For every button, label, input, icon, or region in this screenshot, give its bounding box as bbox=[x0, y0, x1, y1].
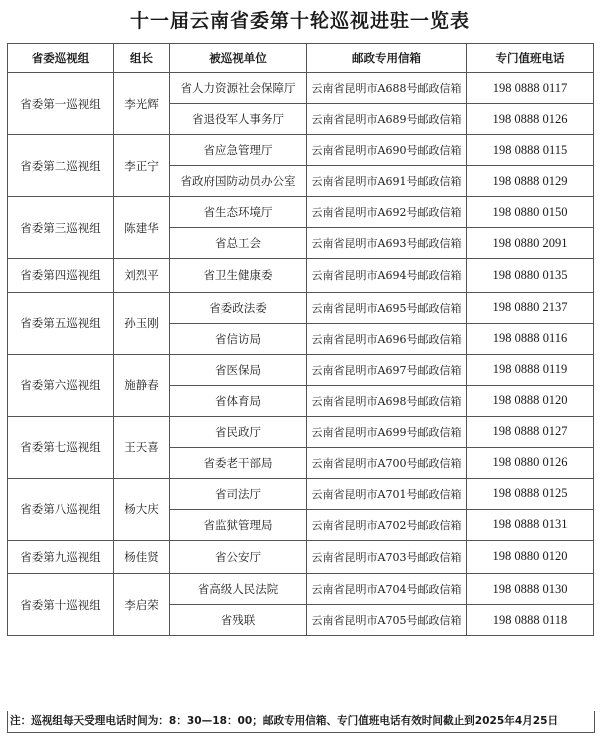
group-name-cell: 省委第七巡视组 bbox=[8, 416, 114, 478]
mailbox-cell: 云南省昆明市A705号邮政信箱 bbox=[307, 605, 467, 636]
inspection-table bbox=[7, 43, 594, 636]
group-name-cell: 省委第九巡视组 bbox=[8, 540, 114, 574]
mailbox-cell: 云南省昆明市A698号邮政信箱 bbox=[307, 385, 467, 416]
header-group: 省委巡视组 bbox=[8, 44, 114, 73]
leader-cell: 杨佳贤 bbox=[114, 540, 170, 574]
table-row bbox=[8, 73, 594, 104]
phone-cell: 198 0888 0130 bbox=[467, 574, 594, 605]
leader-cell: 李启荣 bbox=[114, 574, 170, 636]
phone-cell: 198 0880 0135 bbox=[467, 259, 594, 293]
phone-cell: 198 0880 0126 bbox=[467, 447, 594, 478]
table-row bbox=[8, 416, 594, 447]
phone-cell: 198 0880 2091 bbox=[467, 228, 594, 259]
header-unit: 被巡视单位 bbox=[170, 44, 307, 73]
header-phone: 专门值班电话 bbox=[467, 44, 594, 73]
unit-cell: 省高级人民法院 bbox=[170, 574, 307, 605]
mailbox-cell: 云南省昆明市A701号邮政信箱 bbox=[307, 478, 467, 509]
unit-cell: 省司法厅 bbox=[170, 478, 307, 509]
phone-cell: 198 0888 0131 bbox=[467, 509, 594, 540]
leader-cell: 王天喜 bbox=[114, 416, 170, 478]
page-title: 十一届云南省委第十轮巡视进驻一览表 bbox=[129, 10, 470, 32]
phone-cell: 198 0888 0126 bbox=[467, 104, 594, 135]
group-name-cell: 省委第六巡视组 bbox=[8, 354, 114, 416]
group-name-cell: 省委第八巡视组 bbox=[8, 478, 114, 540]
unit-cell: 省总工会 bbox=[170, 228, 307, 259]
leader-cell: 刘烈平 bbox=[114, 259, 170, 293]
table-row bbox=[8, 259, 594, 293]
header-leader: 组长 bbox=[114, 44, 170, 73]
table-row bbox=[8, 292, 594, 323]
mailbox-cell: 云南省昆明市A702号邮政信箱 bbox=[307, 509, 467, 540]
mailbox-cell: 云南省昆明市A697号邮政信箱 bbox=[307, 354, 467, 385]
mailbox-cell: 云南省昆明市A704号邮政信箱 bbox=[307, 574, 467, 605]
phone-cell: 198 0888 0117 bbox=[467, 73, 594, 104]
phone-cell: 198 0888 0125 bbox=[467, 478, 594, 509]
table-row bbox=[8, 197, 594, 228]
unit-cell: 省监狱管理局 bbox=[170, 509, 307, 540]
unit-cell: 省退役军人事务厅 bbox=[170, 104, 307, 135]
table-row bbox=[8, 478, 594, 509]
unit-cell: 省政府国防动员办公室 bbox=[170, 166, 307, 197]
group-name-cell: 省委第二巡视组 bbox=[8, 135, 114, 197]
unit-cell: 省民政厅 bbox=[170, 416, 307, 447]
footnote: 注：巡视组每天受理电话时间为：8：30—18：00；邮政专用信箱、专门值班电话有效时间截止到2025年4月25日 bbox=[7, 711, 595, 733]
phone-cell: 198 0888 0129 bbox=[467, 166, 594, 197]
phone-cell: 198 0888 0120 bbox=[467, 385, 594, 416]
phone-cell: 198 0888 0119 bbox=[467, 354, 594, 385]
phone-cell: 198 0888 0115 bbox=[467, 135, 594, 166]
leader-cell: 施静春 bbox=[114, 354, 170, 416]
leader-cell: 孙玉刚 bbox=[114, 292, 170, 354]
mailbox-cell: 云南省昆明市A703号邮政信箱 bbox=[307, 540, 467, 574]
group-name-cell: 省委第十巡视组 bbox=[8, 574, 114, 636]
mailbox-cell: 云南省昆明市A696号邮政信箱 bbox=[307, 323, 467, 354]
mailbox-cell: 云南省昆明市A689号邮政信箱 bbox=[307, 104, 467, 135]
phone-cell: 198 0888 0127 bbox=[467, 416, 594, 447]
group-name-cell: 省委第三巡视组 bbox=[8, 197, 114, 259]
group-name-cell: 省委第五巡视组 bbox=[8, 292, 114, 354]
phone-cell: 198 0888 0118 bbox=[467, 605, 594, 636]
phone-cell: 198 0880 0120 bbox=[467, 540, 594, 574]
unit-cell: 省生态环境厅 bbox=[170, 197, 307, 228]
table-body bbox=[8, 73, 594, 636]
table-row bbox=[8, 540, 594, 574]
unit-cell: 省信访局 bbox=[170, 323, 307, 354]
phone-cell: 198 0880 2137 bbox=[467, 292, 594, 323]
mailbox-cell: 云南省昆明市A693号邮政信箱 bbox=[307, 228, 467, 259]
unit-cell: 省卫生健康委 bbox=[170, 259, 307, 293]
group-name-cell: 省委第一巡视组 bbox=[8, 73, 114, 135]
unit-cell: 省委政法委 bbox=[170, 292, 307, 323]
mailbox-cell: 云南省昆明市A694号邮政信箱 bbox=[307, 259, 467, 293]
header-mailbox: 邮政专用信箱 bbox=[307, 44, 467, 73]
table-row bbox=[8, 135, 594, 166]
unit-cell: 省委老干部局 bbox=[170, 447, 307, 478]
leader-cell: 陈建华 bbox=[114, 197, 170, 259]
phone-cell: 198 0880 0150 bbox=[467, 197, 594, 228]
unit-cell: 省医保局 bbox=[170, 354, 307, 385]
phone-cell: 198 0888 0116 bbox=[467, 323, 594, 354]
table-header-row bbox=[8, 44, 594, 73]
group-name-cell: 省委第四巡视组 bbox=[8, 259, 114, 293]
mailbox-cell: 云南省昆明市A690号邮政信箱 bbox=[307, 135, 467, 166]
mailbox-cell: 云南省昆明市A695号邮政信箱 bbox=[307, 292, 467, 323]
mailbox-cell: 云南省昆明市A699号邮政信箱 bbox=[307, 416, 467, 447]
unit-cell: 省公安厅 bbox=[170, 540, 307, 574]
table-row bbox=[8, 354, 594, 385]
leader-cell: 杨大庆 bbox=[114, 478, 170, 540]
mailbox-cell: 云南省昆明市A700号邮政信箱 bbox=[307, 447, 467, 478]
mailbox-cell: 云南省昆明市A691号邮政信箱 bbox=[307, 166, 467, 197]
unit-cell: 省应急管理厅 bbox=[170, 135, 307, 166]
unit-cell: 省体育局 bbox=[170, 385, 307, 416]
unit-cell: 省人力资源社会保障厅 bbox=[170, 73, 307, 104]
mailbox-cell: 云南省昆明市A692号邮政信箱 bbox=[307, 197, 467, 228]
leader-cell: 李光辉 bbox=[114, 73, 170, 135]
mailbox-cell: 云南省昆明市A688号邮政信箱 bbox=[307, 73, 467, 104]
leader-cell: 李正宁 bbox=[114, 135, 170, 197]
unit-cell: 省残联 bbox=[170, 605, 307, 636]
table-row bbox=[8, 574, 594, 605]
